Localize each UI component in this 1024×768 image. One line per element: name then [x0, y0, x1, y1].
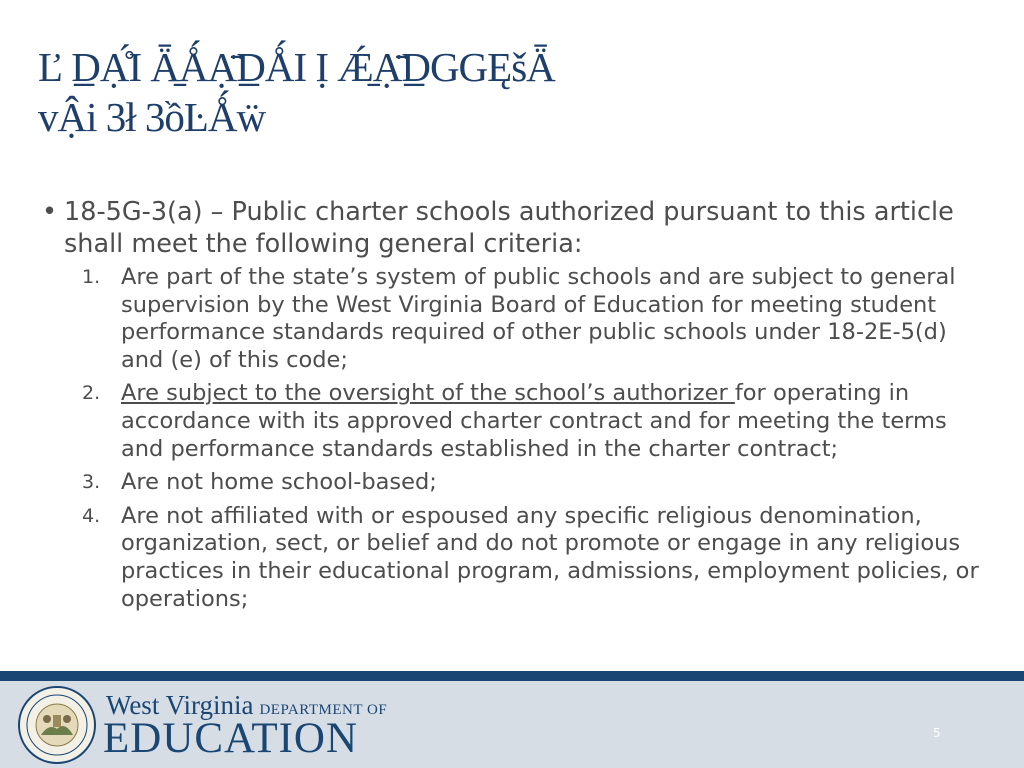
list-number: 1.	[82, 266, 101, 288]
title-line-2: vẬi 3ł 3ồĿǺẅ	[38, 94, 266, 140]
list-number: 4.	[82, 504, 101, 527]
page-number: 5	[933, 726, 941, 740]
intro-bullet	[42, 196, 992, 260]
list-number: 2.	[82, 382, 101, 405]
footer-divider	[0, 671, 1024, 681]
brand-department: DEPARTMENT OF	[259, 702, 388, 718]
intro-text: 18-5G-3(a) – Public charter schools authorized pursuant to this article shall meet the following general criteria:	[64, 197, 954, 259]
list-number: 3.	[82, 471, 101, 494]
list-item	[42, 380, 992, 463]
bullet-marker: •	[42, 197, 58, 227]
list-item	[42, 503, 992, 613]
list-item-text: Are not affiliated with or espoused any specific religious denomination, organization, sect, or belief and do not promote or engage in any religious practices in their educational program, admissions, employment policies, or operations;	[121, 502, 979, 612]
list-item-text: for operating in accordance with its approved charter contract and for meeting the terms and performance standards established in the charter contract;	[121, 380, 947, 462]
title-line-1: Ľ D̲Ạ̊́I Ǟ̱ǺẠ̈̄D̲ǺI Ị Ǽ̱Ạ̈̄D̲GGĘšǞ	[38, 44, 555, 90]
list-item-text: Are part of the state’s system of public schools and are subject to general supervision by the West Virginia Board of Education for meeting student performance standards required of other public schools under 18-2E-5(d) and (e) of this code;	[121, 264, 956, 373]
state-seal-icon	[17, 685, 97, 765]
list-item	[42, 469, 992, 497]
list-item	[42, 264, 992, 374]
criteria-list	[42, 264, 992, 613]
slide-title	[38, 42, 998, 142]
list-item-text: Are not home school-based;	[121, 469, 437, 496]
list-item-underlined-text: Are subject to the oversight of the school’s authorizer	[121, 380, 735, 407]
slide-content	[42, 196, 992, 619]
brand-education: EDUCATION	[103, 715, 359, 762]
brand-state-name: West Virginia	[106, 690, 254, 720]
